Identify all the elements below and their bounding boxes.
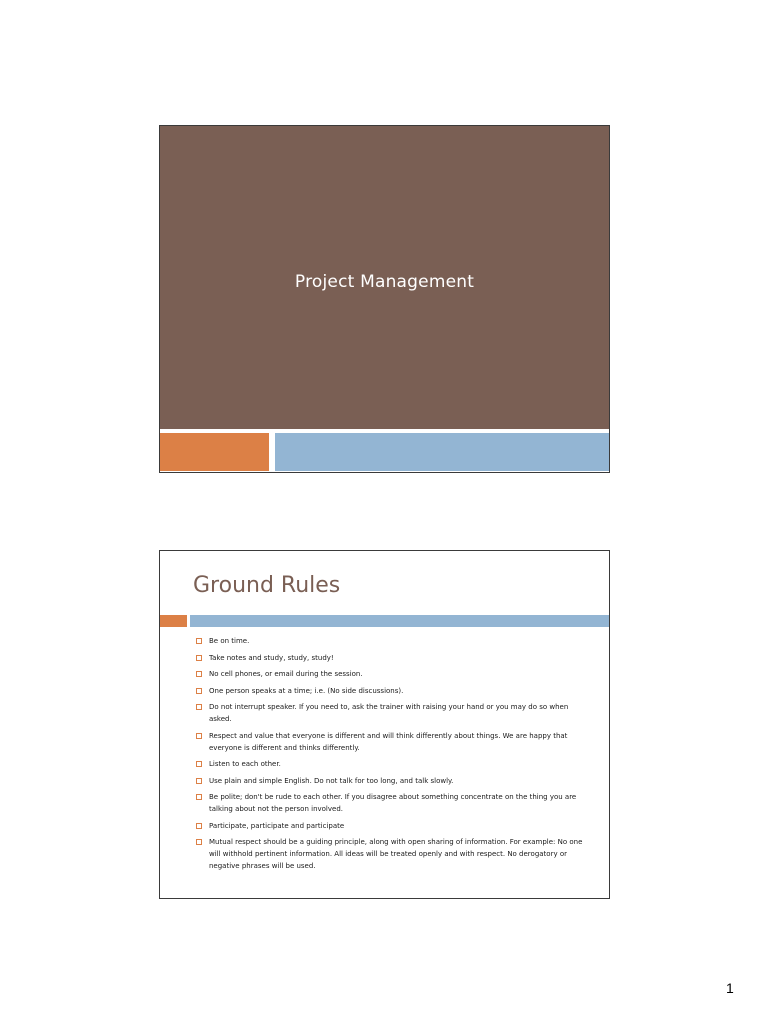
- square-bullet-icon: [196, 671, 202, 677]
- square-bullet-icon: [196, 761, 202, 767]
- square-bullet-icon: [196, 823, 202, 829]
- list-item-text: Respect and value that everyone is different and will think differently about things. We are happy that everyone is different and thinks differently.: [209, 731, 568, 752]
- list-item: [196, 836, 591, 872]
- list-item: [196, 652, 591, 664]
- list-item-text: Do not interrupt speaker. If you need to, ask the trainer with raising your hand or you may do so when asked.: [209, 703, 569, 723]
- list-item: [196, 791, 591, 815]
- list-item: [196, 775, 591, 787]
- list-item: [196, 820, 591, 832]
- page-number: 1: [726, 980, 734, 996]
- blue-accent-bar: [190, 615, 609, 627]
- list-item-text: No cell phones, or email during the session.: [209, 670, 363, 678]
- square-bullet-icon: [196, 733, 202, 739]
- orange-accent-bar: [160, 433, 269, 471]
- list-item-text: Use plain and simple English. Do not talk for too long, and talk slowly.: [209, 776, 454, 785]
- list-item: [196, 701, 591, 725]
- list-item: [196, 668, 591, 680]
- list-item-text: Participate, participate and participate: [209, 821, 345, 830]
- square-bullet-icon: [196, 655, 202, 661]
- blue-accent-bar: [275, 433, 609, 471]
- ground-rules-slide: [159, 550, 610, 899]
- square-bullet-icon: [196, 704, 202, 710]
- list-item-text: Take notes and study, study, study!: [209, 653, 334, 662]
- list-item-text: Be on time.: [209, 637, 250, 645]
- list-item: [196, 685, 591, 697]
- square-bullet-icon: [196, 638, 202, 644]
- orange-accent-bar: [160, 615, 187, 627]
- slide-heading: Ground Rules: [193, 573, 341, 598]
- slide-title: Project Management: [294, 272, 475, 292]
- square-bullet-icon: [196, 778, 202, 784]
- square-bullet-icon: [196, 839, 202, 845]
- list-item-text: One person speaks at a time; i.e. (No side discussions).: [209, 686, 404, 695]
- square-bullet-icon: [196, 688, 202, 694]
- list-item: [196, 635, 591, 647]
- list-item-text: Mutual respect should be a guiding principle, along with open sharing of information. For example: No one will withhold pertinent information. All ideas will be treated openly and with respect. No derogatory or negative phrases will be used.: [209, 838, 583, 870]
- title-slide: [159, 125, 610, 473]
- list-item-text: Listen to each other.: [209, 760, 281, 768]
- title-slide-background: [160, 126, 609, 429]
- list-item: [196, 730, 591, 754]
- ground-rules-list: [196, 635, 591, 877]
- list-item: [196, 758, 591, 770]
- list-item-text: Be polite; don't be rude to each other. If you disagree about something concentrate on the thing you are talking about not the person involved.: [209, 793, 577, 813]
- square-bullet-icon: [196, 794, 202, 800]
